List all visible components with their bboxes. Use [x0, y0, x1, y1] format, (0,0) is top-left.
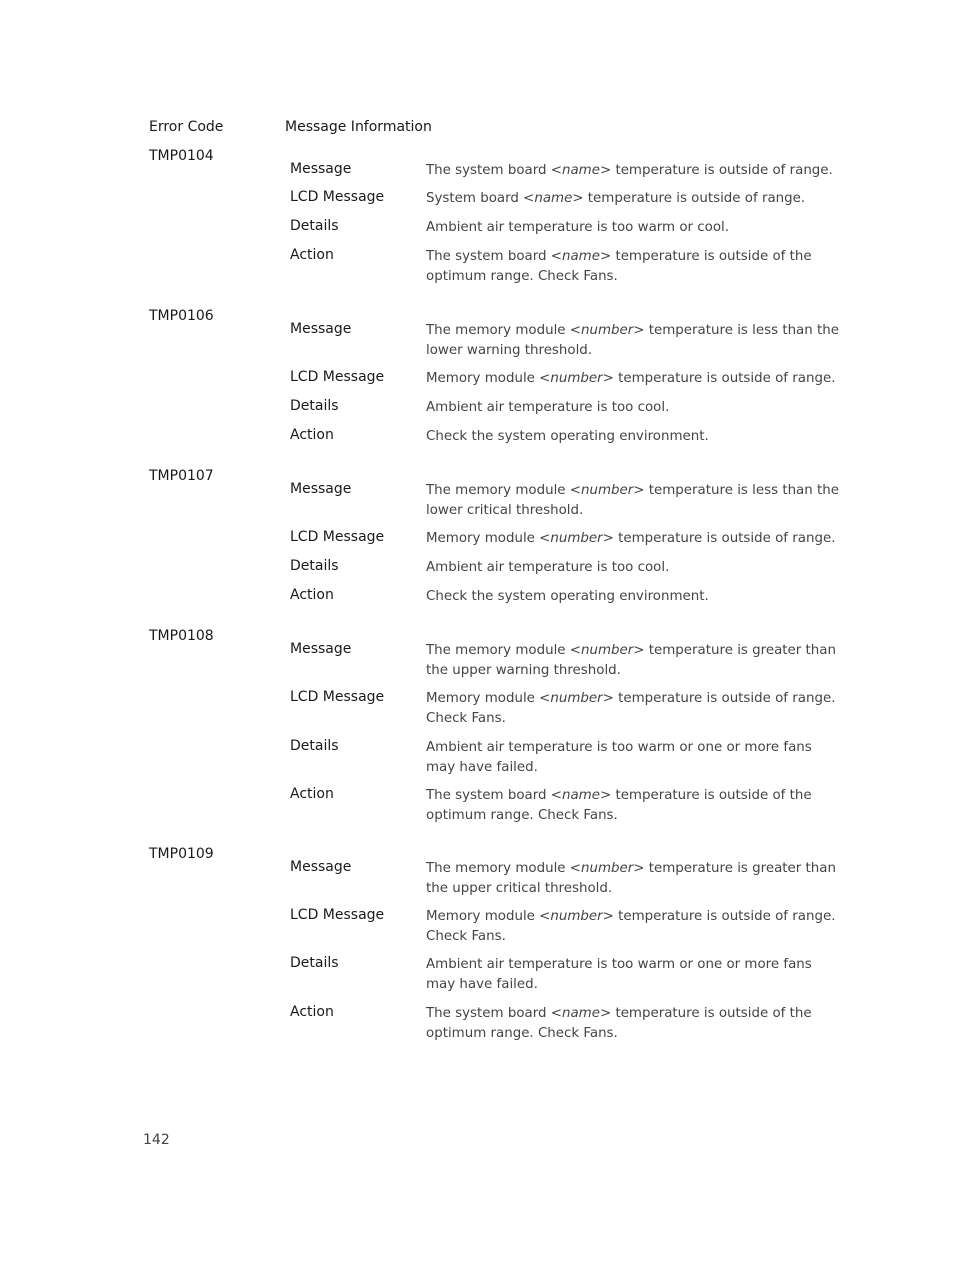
info-label: Details — [290, 398, 339, 414]
text-line — [426, 247, 830, 267]
text-line — [426, 501, 830, 521]
text-line — [426, 641, 836, 661]
text-segment: > temperature is less than the — [633, 483, 839, 498]
text-line — [426, 267, 830, 287]
text-line — [426, 341, 830, 361]
text-segment: > temperature is outside of the — [599, 1006, 812, 1021]
info-text — [426, 558, 830, 578]
info-label: Action — [290, 247, 334, 263]
info-text — [426, 1004, 830, 1043]
info-text — [426, 321, 839, 360]
text-line — [426, 859, 836, 879]
placeholder-variable: number — [581, 643, 634, 658]
info-text — [426, 427, 830, 447]
text-line — [426, 709, 830, 729]
placeholder-variable: number — [581, 323, 634, 338]
text-segment: The system board < — [426, 1006, 562, 1021]
text-line — [426, 1024, 830, 1044]
text-line — [426, 398, 830, 418]
info-label: Message — [290, 481, 352, 497]
info-label: LCD Message — [290, 369, 385, 385]
text-segment: > temperature is outside of range. — [602, 531, 836, 546]
info-text — [426, 955, 830, 994]
text-segment: Check the system operating environment. — [426, 429, 709, 444]
error-code: TMP0108 — [149, 628, 214, 644]
text-segment: The system board < — [426, 163, 562, 178]
text-segment: Ambient air temperature is too warm or one or more fans — [426, 957, 812, 972]
text-segment: Check the system operating environment. — [426, 589, 709, 604]
info-label: Action — [290, 786, 334, 802]
info-text — [426, 189, 830, 209]
text-line — [426, 189, 830, 209]
text-segment: > temperature is outside of the — [599, 788, 812, 803]
info-text — [426, 247, 830, 286]
placeholder-variable: number — [550, 691, 603, 706]
text-segment: > temperature is outside of range. — [602, 691, 836, 706]
info-text — [426, 641, 836, 680]
text-line — [426, 369, 836, 389]
text-line — [426, 786, 830, 806]
info-label: LCD Message — [290, 189, 385, 205]
placeholder-variable: number — [550, 909, 603, 924]
placeholder-variable: number — [581, 861, 634, 876]
text-line — [426, 975, 830, 995]
info-text — [426, 218, 830, 238]
info-text — [426, 587, 830, 607]
text-segment: The system board < — [426, 788, 562, 803]
text-line — [426, 558, 830, 578]
info-text — [426, 786, 830, 825]
text-segment: Memory module < — [426, 371, 551, 386]
text-segment: lower warning threshold. — [426, 342, 593, 358]
info-label: Action — [290, 587, 334, 603]
column-header-error-code: Error Code — [149, 119, 224, 135]
info-text — [426, 689, 836, 728]
info-text — [426, 529, 836, 549]
info-label: Details — [290, 558, 339, 574]
info-label: Action — [290, 427, 334, 443]
text-line — [426, 927, 830, 947]
text-segment: optimum range. Check Fans. — [426, 1025, 618, 1041]
info-label: Details — [290, 738, 339, 754]
placeholder-variable: name — [561, 788, 600, 803]
error-code: TMP0104 — [149, 148, 214, 164]
error-code: TMP0109 — [149, 846, 214, 862]
text-segment: Ambient air temperature is too cool. — [426, 560, 670, 575]
text-segment: System board < — [426, 191, 535, 206]
placeholder-variable: name — [561, 249, 600, 264]
text-line — [426, 161, 833, 181]
info-label: LCD Message — [290, 907, 385, 923]
text-segment: the upper warning threshold. — [426, 662, 621, 678]
text-line — [426, 661, 830, 681]
text-segment: The memory module < — [426, 861, 582, 876]
text-segment: The system board < — [426, 249, 562, 264]
text-line — [426, 218, 830, 238]
text-line — [426, 738, 830, 758]
text-segment: > temperature is less than the — [633, 323, 839, 338]
info-text — [426, 369, 836, 389]
error-code: TMP0106 — [149, 308, 214, 324]
placeholder-variable: number — [550, 371, 603, 386]
info-label: Message — [290, 321, 352, 337]
page-number: 142 — [143, 1132, 170, 1148]
text-segment: Check Fans. — [426, 710, 506, 726]
info-text — [426, 481, 839, 520]
text-segment: Memory module < — [426, 531, 551, 546]
info-label: LCD Message — [290, 529, 385, 545]
text-line — [426, 587, 830, 607]
text-segment: > temperature is outside of range. — [599, 163, 833, 178]
info-label: Message — [290, 161, 352, 177]
info-text — [426, 907, 836, 946]
text-segment: Ambient air temperature is too warm or one or more fans — [426, 740, 812, 755]
info-label: Action — [290, 1004, 334, 1020]
text-segment: the upper critical threshold. — [426, 880, 613, 896]
info-text — [426, 738, 830, 777]
info-label: Message — [290, 641, 352, 657]
text-line — [426, 321, 839, 341]
text-segment: > temperature is outside of range. — [572, 191, 806, 206]
text-segment: optimum range. Check Fans. — [426, 807, 618, 823]
text-line — [426, 689, 836, 709]
text-segment: > temperature is outside of range. — [602, 909, 836, 924]
text-segment: The memory module < — [426, 643, 582, 658]
placeholder-variable: number — [581, 483, 634, 498]
info-label: LCD Message — [290, 689, 385, 705]
info-text — [426, 859, 836, 898]
text-segment: Memory module < — [426, 909, 551, 924]
text-segment: Ambient air temperature is too cool. — [426, 400, 670, 415]
error-code: TMP0107 — [149, 468, 214, 484]
text-line — [426, 427, 830, 447]
text-line — [426, 955, 830, 975]
text-line — [426, 806, 830, 826]
placeholder-variable: name — [534, 191, 573, 206]
placeholder-variable: number — [550, 531, 603, 546]
column-header-message-information: Message Information — [285, 119, 432, 135]
text-segment: > temperature is outside of range. — [602, 371, 836, 386]
text-line — [426, 907, 836, 927]
info-label: Details — [290, 218, 339, 234]
text-line — [426, 1004, 830, 1024]
text-segment: may have failed. — [426, 759, 538, 775]
text-segment: Ambient air temperature is too warm or cool. — [426, 220, 730, 235]
text-line — [426, 481, 839, 501]
info-text — [426, 398, 830, 418]
info-label: Details — [290, 955, 339, 971]
text-line — [426, 529, 836, 549]
text-segment: > temperature is greater than — [633, 643, 836, 658]
info-label: Message — [290, 859, 352, 875]
text-segment: Memory module < — [426, 691, 551, 706]
text-segment: The memory module < — [426, 483, 582, 498]
info-text — [426, 161, 833, 181]
text-segment: lower critical threshold. — [426, 502, 584, 518]
placeholder-variable: name — [561, 163, 600, 178]
text-line — [426, 758, 830, 778]
text-segment: > temperature is greater than — [633, 861, 836, 876]
text-segment: > temperature is outside of the — [599, 249, 812, 264]
text-line — [426, 879, 830, 899]
text-segment: The memory module < — [426, 323, 582, 338]
text-segment: may have failed. — [426, 976, 538, 992]
text-segment: optimum range. Check Fans. — [426, 268, 618, 284]
text-segment: Check Fans. — [426, 928, 506, 944]
placeholder-variable: name — [561, 1006, 600, 1021]
